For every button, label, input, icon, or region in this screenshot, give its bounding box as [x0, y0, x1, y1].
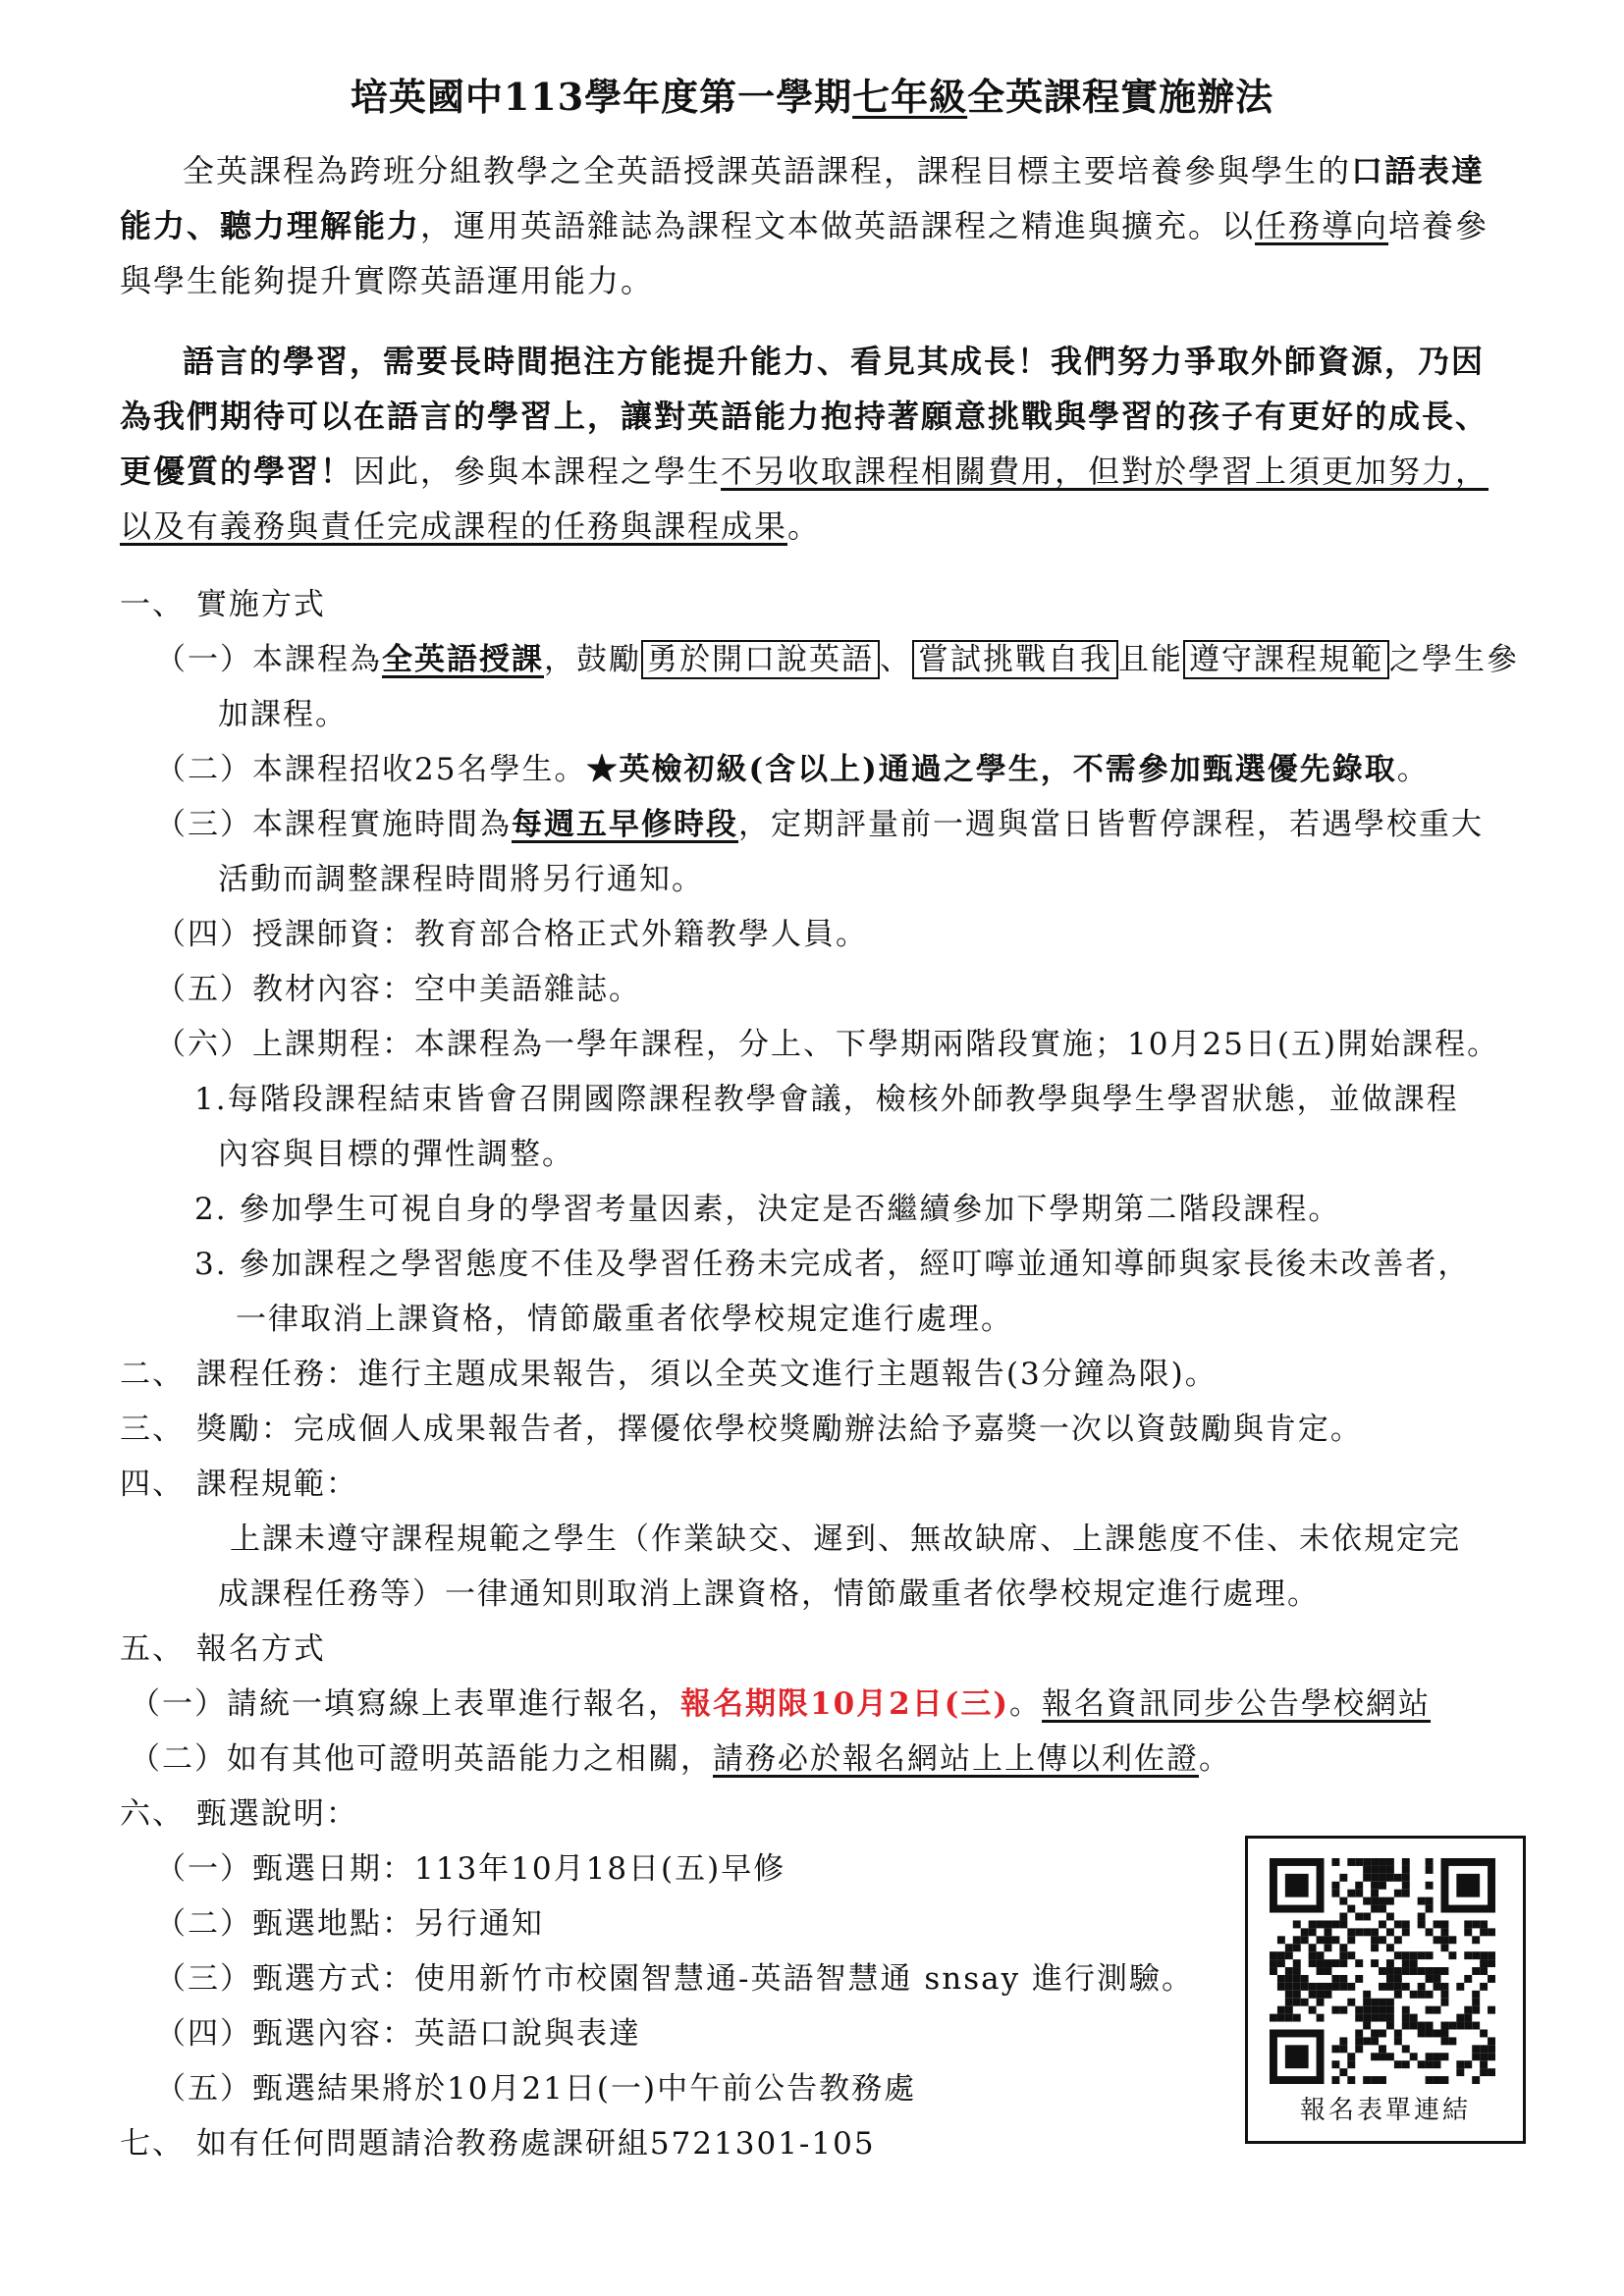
- section-1-item-3: （三）本課程實施時間為每週五早修時段，定期評量前一週與當日皆暫停課程，若遇學校重大: [155, 807, 1484, 842]
- section-1-item-2: （二）本課程招收25名學生。★英檢初級(含以上)通過之學生，不需參加甄選優先錄取。: [155, 752, 1430, 787]
- section-4-text-2: 成課程任務等）一律通知則取消上課資格，情節嚴重者依學校規定進行處理。: [218, 1576, 1320, 1612]
- section-5-heading: 五、 報名方式: [120, 1631, 326, 1667]
- intro-paragraph: 全英課程為跨班分組教學之全英語授課英語課程，課程目標主要培養參與學生的口語表達能力、聽力理解能力，運用英語雜誌為課程文本做英語課程之精進與擴充。以任務導向培養參與學生能夠提升實際英語運用能力。: [120, 152, 1489, 299]
- section-1-item-4: （四）授課師資：教育部合格正式外籍教學人員。: [155, 917, 868, 952]
- section-5-item-2: （二）如有其他可證明英語能力之相關，請務必於報名網站上上傳以利佐證。: [130, 1741, 1231, 1777]
- section-3: 三、 獎勵：完成個人成果報告者，擇優依學校獎勵辦法給予嘉獎一次以資鼓勵與肯定。: [120, 1412, 1363, 1447]
- section-1-subitem-1-cont: 內容與目標的彈性調整。: [218, 1137, 574, 1172]
- section-6-item-1: （一）甄選日期：113年10月18日(五)早修: [155, 1851, 786, 1887]
- section-7-contact: 七、 如有任何問題請洽教務處課研組5721301-105: [120, 2126, 876, 2162]
- section-5-item-1: （一）請統一填寫線上表單進行報名，報名期限10月2日(三)。報名資訊同步公告學校網站: [130, 1686, 1432, 1722]
- section-1-subitem-3-cont: 一律取消上課資格，情節嚴重者依學校規定進行處理。: [236, 1302, 1013, 1337]
- qr-code-icon[interactable]: [1270, 1858, 1495, 2084]
- registration-qr-block[interactable]: [1245, 1836, 1526, 2144]
- section-1-item-1: （一）本課程為全英語授課，鼓勵 勇於開口說英語 、 嘗試挑戰自我 且能 遵守課程規範 之學生參: [155, 642, 1519, 677]
- section-6-item-2: （二）甄選地點：另行通知: [155, 1906, 544, 1942]
- section-6-heading: 六、 甄選說明：: [120, 1796, 358, 1832]
- section-1-item-1-cont: 加課程。: [218, 697, 348, 732]
- section-1-heading: 一、 實施方式: [120, 587, 326, 622]
- section-1-item-3-cont: 活動而調整課程時間將另行通知。: [218, 862, 704, 897]
- section-1-item-5: （五）教材內容：空中美語雜誌。: [155, 972, 641, 1007]
- commitment-paragraph: 語言的學習，需要長時間挹注方能提升能力、看見其成長！我們努力爭取外師資源，乃因為我們期待可以在語言的學習上，讓對英語能力抱持著願意挑戰與學習的孩子有更好的成長、更優質的學習！因此，參與本課程之學生不另收取課程相關費用，但對於學習上須更加努力，以及有義務與責任完成課程的任務與課程成果。: [120, 343, 1489, 545]
- section-4-text-1: 上課未遵守課程規範之學生（作業缺交、遲到、無故缺席、上課態度不佳、未依規定完: [230, 1522, 1461, 1557]
- section-1-subitem-3: 3. 參加課程之學習態度不佳及學習任務未完成者，經叮嚀並通知導師與家長後未改善者，: [194, 1247, 1471, 1282]
- section-4-heading: 四、 課程規範：: [120, 1467, 358, 1502]
- registration-info-link[interactable]: 報名資訊同步公告學校網站: [1042, 1686, 1432, 1722]
- section-6-item-4: （四）甄選內容：英語口說與表達: [155, 2016, 641, 2052]
- registration-deadline: 報名期限10月2日(三): [680, 1686, 1010, 1722]
- section-6-item-3: （三）甄選方式：使用新竹市校園智慧通-英語智慧通 snsay 進行測驗。: [155, 1961, 1194, 1997]
- section-2: 二、 課程任務：進行主題成果報告，須以全英文進行主題報告(3分鐘為限)。: [120, 1357, 1218, 1392]
- qr-caption: 報名表單連結: [1299, 2096, 1471, 2125]
- section-1-subitem-2: 2. 參加學生可視自身的學習考量因素，決定是否繼續參加下學期第二階段課程。: [194, 1192, 1341, 1227]
- document-title: 培英國中113學年度第一學期七年級全英課程實施辦法: [350, 75, 1274, 119]
- section-1-item-6: （六）上課期程：本課程為一學年課程，分上、下學期兩階段實施；10月25日(五)開始課程。: [155, 1027, 1500, 1062]
- section-1-subitem-1: 1.每階段課程結束皆會召開國際課程教學會議，檢核外師教學與學生學習狀態，並做課程: [194, 1082, 1459, 1117]
- section-6-item-5: （五）甄選結果將於10月21日(一)中午前公告教務處: [155, 2071, 917, 2107]
